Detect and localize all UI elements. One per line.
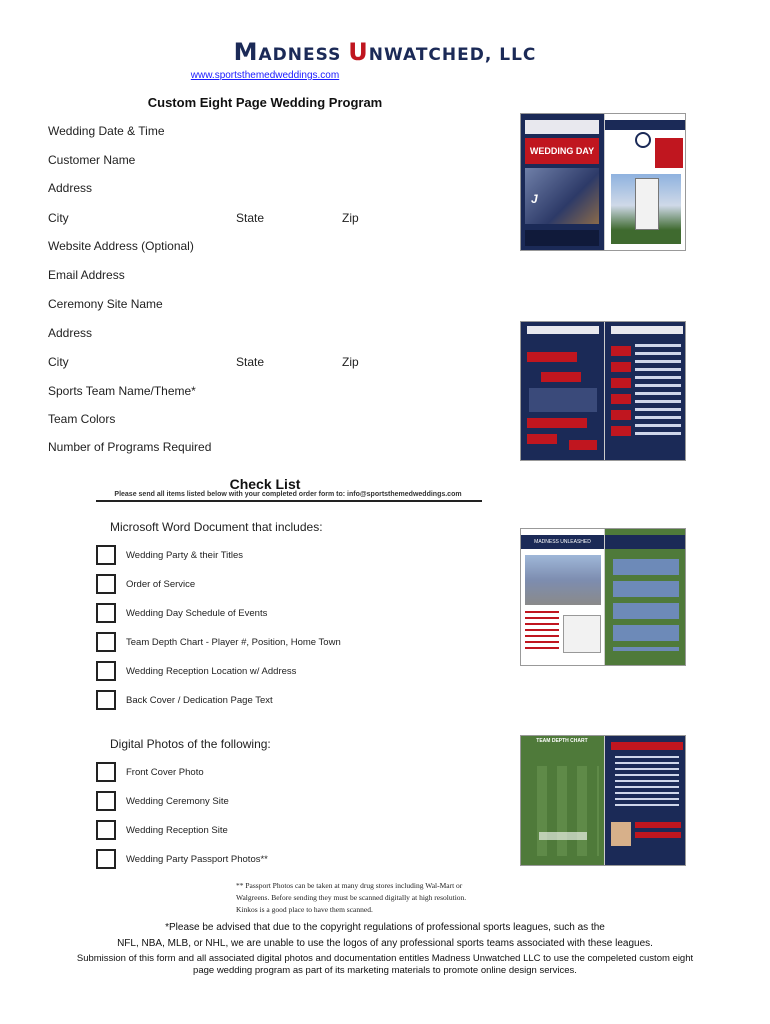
ceremony-zip-label: Zip: [342, 355, 359, 369]
checkbox-front-cover-photo[interactable]: [96, 762, 116, 782]
num-programs-label: Number of Programs Required: [48, 440, 212, 454]
passport-note: ** Passport Photos can be taken at many drug stores including Wal-Mart or Walgreens. Before sending they must be scanned digitally at high resolution. Kinkos is a good place to have them scanned.: [236, 881, 467, 914]
thumbnail-page: [604, 736, 686, 865]
thumbnail-banner: MADNESS UNLEASHED: [521, 535, 604, 549]
submission-line: Submission of this form and all associated digital photos and documentation entitles Madness Unwatched LLC to use the compeleted custom eight: [76, 953, 694, 964]
advisory-line: NFL, NBA, MLB, or NHL, we are unable to use the logos of any professional sports teams associated with these leagues.: [117, 938, 653, 949]
ceremony-state-label: State: [236, 355, 265, 369]
checkbox-label: Wedding Reception Location w/ Address: [126, 666, 297, 677]
checkbox-label: Front Cover Photo: [126, 767, 204, 778]
checkbox-label: Wedding Party & their Titles: [126, 550, 244, 561]
team-colors-label: Team Colors: [48, 412, 116, 426]
logo-word-2: NWATCHED, LLC: [368, 45, 537, 65]
checkbox-reception-site-photo[interactable]: [96, 820, 116, 840]
thumbnail-page: WEDDING DAY J: [521, 114, 604, 250]
sample-program-thumbnail-back: [520, 735, 686, 866]
submission-notice: [40, 953, 730, 977]
logo-word-1: ADNESS: [258, 45, 342, 65]
checkbox-passport-photos[interactable]: [96, 849, 116, 869]
ceremony-city-label: City: [48, 355, 69, 369]
thumbnail-page: [604, 114, 686, 250]
thumbnail-page: [521, 736, 604, 865]
checkbox-label: Wedding Reception Site: [126, 825, 228, 836]
submission-line: page wedding program as part of its marketing materials to promote online design services.: [193, 965, 577, 976]
checkbox-reception-location[interactable]: [96, 661, 116, 681]
customer-name-label: Customer Name: [48, 153, 136, 167]
logo-letter-m: M: [233, 38, 259, 66]
checkbox-label: Team Depth Chart - Player #, Position, Home Town: [126, 637, 341, 648]
word-doc-heading: Microsoft Word Document that includes:: [110, 520, 323, 534]
zip-label: Zip: [342, 211, 359, 225]
email-label: Email Address: [48, 268, 125, 282]
checklist-title: Check List: [229, 476, 301, 492]
copyright-advisory: [40, 920, 730, 952]
page-title: Custom Eight Page Wedding Program: [147, 95, 383, 110]
address-label: Address: [48, 181, 93, 195]
advisory-line: *Please be advised that due to the copyright regulations of professional sports leagues, such as the: [165, 922, 605, 933]
thumbnail-page: [521, 529, 604, 665]
thumbnail-page: [521, 322, 604, 460]
ceremony-site-label: Ceremony Site Name: [48, 297, 163, 311]
state-label: State: [236, 211, 265, 225]
checkbox-wedding-party[interactable]: [96, 545, 116, 565]
wedding-date-label: Wedding Date & Time: [48, 124, 165, 138]
checkbox-schedule[interactable]: [96, 603, 116, 623]
checkbox-back-cover[interactable]: [96, 690, 116, 710]
ceremony-address-label: Address: [48, 326, 93, 340]
checkbox-label: Wedding Ceremony Site: [126, 796, 229, 807]
logo-letter-u: U: [348, 38, 369, 66]
city-label: City: [48, 211, 69, 225]
divider: [96, 500, 482, 502]
wedding-day-banner: WEDDING DAY: [525, 138, 599, 164]
checkbox-order-of-service[interactable]: [96, 574, 116, 594]
photos-heading: Digital Photos of the following:: [110, 737, 271, 751]
sample-program-thumbnail-service: [520, 321, 686, 461]
website-link[interactable]: www.sportsthemedweddings.com: [190, 70, 340, 81]
checkbox-label: Wedding Party Passport Photos**: [126, 854, 268, 865]
checkbox-label: Order of Service: [126, 579, 196, 590]
checkbox-depth-chart[interactable]: [96, 632, 116, 652]
thumbnail-page: [604, 322, 686, 460]
checklist-subtitle: Please send all items listed below with your completed order form to: info@sportsthemedweddings.com: [114, 491, 462, 498]
website-label: Website Address (Optional): [48, 239, 194, 253]
sample-program-thumbnail-cover: [520, 113, 686, 251]
thumbnail-page: [604, 529, 686, 665]
company-logo: [0, 38, 770, 66]
checkbox-ceremony-site-photo[interactable]: [96, 791, 116, 811]
checkbox-label: Wedding Day Schedule of Events: [126, 608, 268, 619]
checkbox-label: Back Cover / Dedication Page Text: [126, 695, 273, 706]
sports-team-label: Sports Team Name/Theme*: [48, 384, 196, 398]
thumbnail-banner: TEAM DEPTH CHART: [536, 738, 588, 744]
sample-program-thumbnail-reception: [520, 528, 686, 666]
